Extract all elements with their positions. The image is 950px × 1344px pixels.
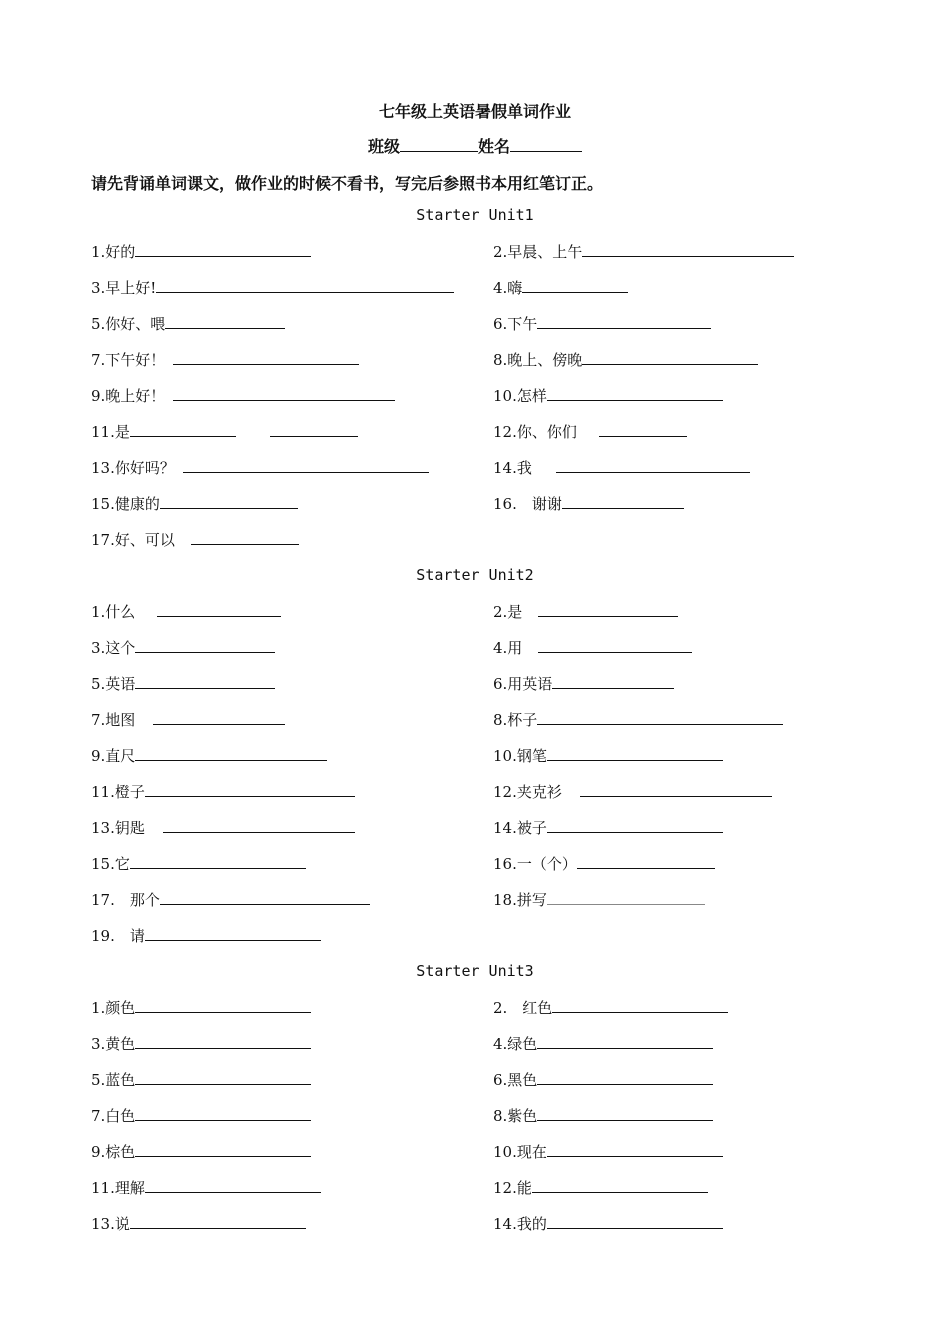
- answer-blank[interactable]: [532, 1177, 708, 1193]
- class-label: 班级: [367, 137, 400, 156]
- vocab-item: [91, 637, 275, 659]
- vocab-item-label: 13.说: [91, 1215, 130, 1233]
- vocab-item: [493, 493, 684, 515]
- vocab-item-label: 7.下午好！: [91, 351, 166, 369]
- vocab-item-label: 9.直尺: [91, 747, 136, 765]
- vocab-item-label: 11.理解: [91, 1179, 145, 1197]
- vocab-item: [91, 997, 311, 1019]
- vocab-item: [91, 1069, 311, 1091]
- answer-blank[interactable]: [130, 853, 306, 869]
- answer-blank[interactable]: [135, 673, 275, 689]
- vocab-item-label: 9.棕色: [91, 1143, 136, 1161]
- vocab-item-label: 6.黑色: [493, 1071, 538, 1089]
- answer-blank[interactable]: [135, 1069, 311, 1085]
- answer-blank[interactable]: [183, 457, 429, 473]
- vocab-item-label: 8.晚上、傍晚: [493, 351, 583, 369]
- answer-blank[interactable]: [135, 241, 311, 257]
- vocab-item-label: 1.什么: [91, 603, 136, 621]
- vocab-item-label: 10.怎样: [493, 387, 547, 405]
- vocab-item-label: 3.早上好!: [91, 279, 157, 297]
- vocab-item: [91, 889, 370, 911]
- vocab-item-label: 19. 请: [91, 927, 145, 945]
- vocab-item: [91, 277, 454, 299]
- vocab-item-label: 9.晚上好！: [91, 387, 166, 405]
- vocab-item: [493, 1213, 723, 1235]
- answer-blank[interactable]: [173, 349, 359, 365]
- vocab-item: [493, 853, 715, 875]
- answer-blank[interactable]: [537, 1033, 713, 1049]
- vocab-item: [493, 1033, 713, 1055]
- answer-blank[interactable]: [130, 1213, 306, 1229]
- vocab-item-label: 5.蓝色: [91, 1071, 136, 1089]
- vocab-item: [493, 601, 678, 623]
- answer-blank[interactable]: [522, 277, 628, 293]
- vocab-item-label: 11.是: [91, 423, 130, 441]
- answer-blank[interactable]: [552, 673, 674, 689]
- answer-blank[interactable]: [547, 817, 723, 833]
- vocab-item-label: 13.钥匙: [91, 819, 145, 837]
- vocab-item: [91, 241, 311, 263]
- answer-blank[interactable]: [537, 709, 783, 725]
- vocab-item-label: 11.橙子: [91, 783, 145, 801]
- vocab-item: [91, 817, 355, 839]
- answer-blank[interactable]: [547, 1213, 723, 1229]
- vocab-item-label: 16. 谢谢: [493, 495, 562, 513]
- answer-blank[interactable]: [538, 637, 692, 653]
- answer-blank[interactable]: [160, 889, 370, 905]
- answer-blank[interactable]: [135, 997, 311, 1013]
- vocab-item: [91, 601, 281, 623]
- name-label: 姓名: [478, 137, 511, 156]
- answer-blank[interactable]: [163, 817, 355, 833]
- vocab-item: [493, 637, 692, 659]
- vocab-item: [91, 421, 358, 443]
- answer-blank[interactable]: [547, 385, 723, 401]
- vocab-item-label: 7.白色: [91, 1107, 136, 1125]
- vocab-item: [91, 349, 359, 371]
- vocab-item: [493, 1069, 713, 1091]
- answer-blank[interactable]: [577, 853, 715, 869]
- unit-heading-starter-unit3: Starter Unit3: [416, 962, 534, 980]
- vocab-item-label: 17.好、可以: [91, 531, 175, 549]
- vocab-item: [493, 1141, 723, 1163]
- vocab-item: [493, 997, 728, 1019]
- answer-blank[interactable]: [135, 637, 275, 653]
- vocab-item: [91, 1033, 311, 1055]
- vocab-item: [493, 349, 758, 371]
- vocab-item: [493, 385, 723, 407]
- vocab-item-label: 14.我的: [493, 1215, 547, 1233]
- vocab-item: [493, 709, 783, 731]
- vocab-item: [91, 781, 355, 803]
- vocab-item: [493, 313, 711, 335]
- vocab-item-label: 6.下午: [493, 315, 538, 333]
- vocab-item: [91, 745, 327, 767]
- answer-blank[interactable]: [156, 277, 454, 293]
- vocab-item: [91, 385, 395, 407]
- answer-blank[interactable]: [145, 925, 321, 941]
- vocab-item: [91, 1177, 321, 1199]
- answer-blank[interactable]: [582, 241, 794, 257]
- answer-blank[interactable]: [173, 385, 395, 401]
- vocab-item-label: 12.能: [493, 1179, 532, 1197]
- vocab-item-label: 8.紫色: [493, 1107, 538, 1125]
- vocab-item-label: 5.你好、喂: [91, 315, 166, 333]
- unit-heading-starter-unit2: Starter Unit2: [416, 566, 534, 584]
- vocab-item: [91, 457, 429, 479]
- vocab-item-label: 5.英语: [91, 675, 136, 693]
- vocab-item-label: 10.钢笔: [493, 747, 547, 765]
- instruction-text: 请先背诵单词课文，做作业的时候不看书，写完后参照书本用红笔订正。: [91, 174, 604, 193]
- vocab-item-label: 17. 那个: [91, 891, 160, 909]
- answer-blank[interactable]: [537, 1069, 713, 1085]
- vocab-item-label: 12.你、你们: [493, 423, 577, 441]
- vocab-item-label: 1.好的: [91, 243, 136, 261]
- vocab-item: [91, 709, 285, 731]
- vocab-item-label: 4.用: [493, 639, 523, 657]
- answer-blank[interactable]: [165, 313, 285, 329]
- answer-blank[interactable]: [270, 421, 358, 437]
- answer-blank[interactable]: [562, 493, 684, 509]
- vocab-item-label: 18.拼写: [493, 891, 547, 909]
- answer-blank[interactable]: [537, 313, 711, 329]
- vocab-item: [91, 673, 275, 695]
- answer-blank[interactable]: [556, 457, 750, 473]
- vocab-item: [91, 1105, 311, 1127]
- answer-blank[interactable]: [135, 1105, 311, 1121]
- vocab-item-label: 12.夹克衫: [493, 783, 562, 801]
- unit-heading-starter-unit1: Starter Unit1: [416, 206, 534, 224]
- vocab-item: [493, 817, 723, 839]
- vocab-item-label: 14.被子: [493, 819, 547, 837]
- vocab-item-label: 7.地图: [91, 711, 136, 729]
- vocab-item-label: 14.我: [493, 459, 532, 477]
- answer-blank[interactable]: [537, 1105, 713, 1121]
- answer-blank[interactable]: [538, 601, 678, 617]
- answer-blank[interactable]: [547, 889, 705, 905]
- vocab-item: [91, 853, 306, 875]
- answer-blank[interactable]: [547, 1141, 723, 1157]
- vocab-item: [91, 529, 299, 551]
- vocab-item: [493, 1105, 713, 1127]
- name-blank[interactable]: [510, 137, 582, 152]
- vocab-item: [91, 925, 321, 947]
- class-blank[interactable]: [400, 137, 478, 152]
- vocab-item: [493, 781, 772, 803]
- vocab-item: [493, 673, 674, 695]
- vocab-item-label: 15.它: [91, 855, 130, 873]
- page-title: 七年级上英语暑假单词作业: [378, 102, 571, 121]
- answer-blank[interactable]: [580, 781, 772, 797]
- answer-blank[interactable]: [135, 1141, 311, 1157]
- vocab-item: [91, 1141, 311, 1163]
- vocab-item-label: 2.是: [493, 603, 523, 621]
- vocab-item-label: 2.早晨、上午: [493, 243, 583, 261]
- answer-blank[interactable]: [157, 601, 281, 617]
- vocab-item-label: 3.黄色: [91, 1035, 136, 1053]
- answer-blank[interactable]: [145, 1177, 321, 1193]
- vocab-item: [493, 421, 687, 443]
- answer-blank[interactable]: [582, 349, 758, 365]
- answer-blank[interactable]: [135, 1033, 311, 1049]
- vocab-item: [493, 1177, 708, 1199]
- answer-blank[interactable]: [599, 421, 687, 437]
- vocab-item: [493, 745, 723, 767]
- answer-blank[interactable]: [191, 529, 299, 545]
- vocab-item: [493, 241, 794, 263]
- vocab-item-label: 2. 红色: [493, 999, 553, 1017]
- vocab-item: [493, 277, 628, 299]
- answer-blank[interactable]: [135, 745, 327, 761]
- vocab-item: [493, 457, 750, 479]
- vocab-item-label: 4.绿色: [493, 1035, 538, 1053]
- answer-blank[interactable]: [153, 709, 285, 725]
- vocab-item: [493, 889, 705, 911]
- answer-blank[interactable]: [552, 997, 728, 1013]
- vocab-item-label: 8.杯子: [493, 711, 538, 729]
- answer-blank[interactable]: [145, 781, 355, 797]
- vocab-item-label: 3.这个: [91, 639, 136, 657]
- vocab-item-label: 15.健康的: [91, 495, 160, 513]
- vocab-item-label: 10.现在: [493, 1143, 547, 1161]
- answer-blank[interactable]: [547, 745, 723, 761]
- answer-blank[interactable]: [160, 493, 298, 509]
- vocab-item: [91, 493, 298, 515]
- vocab-item-label: 1.颜色: [91, 999, 136, 1017]
- class-name-line: [0, 134, 950, 157]
- vocab-item-label: 6.用英语: [493, 675, 553, 693]
- vocab-item: [91, 1213, 306, 1235]
- vocab-item-label: 13.你好吗？: [91, 459, 175, 477]
- vocab-item-label: 16.一（个）: [493, 855, 577, 873]
- answer-blank[interactable]: [130, 421, 236, 437]
- vocab-item: [91, 313, 285, 335]
- vocab-item-label: 4.嗨: [493, 279, 523, 297]
